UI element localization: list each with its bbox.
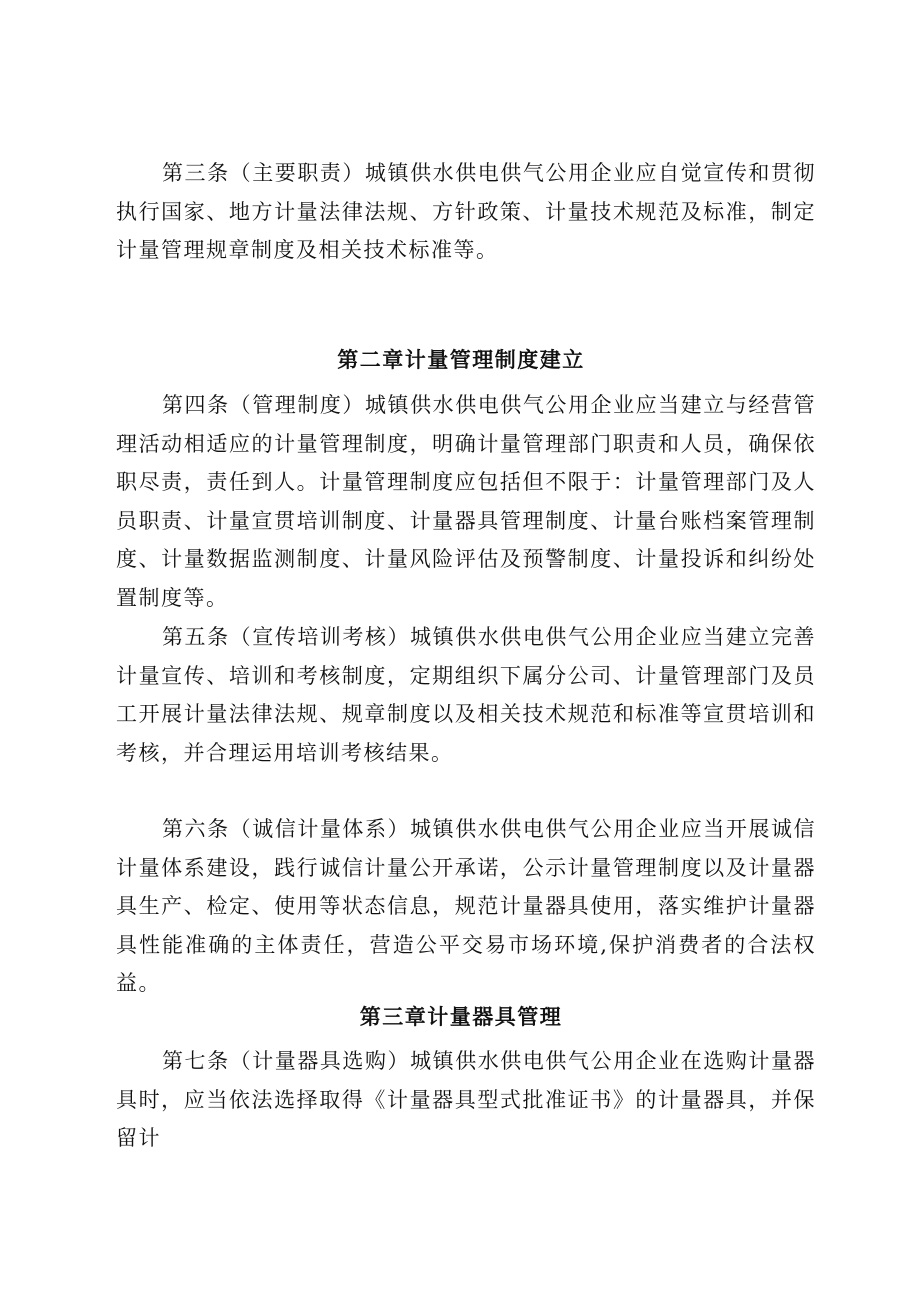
article-7-paragraph: 第七条（计量器具选购）城镇供水供电供气公用企业在选购计量器具时，应当依法选择取得《计量器具型式批准证书》的计量器具，并保留计 — [116, 1049, 816, 1151]
chapter-2-heading: 第二章计量管理制度建立 — [337, 347, 585, 372]
chapter-3-heading: 第三章计量器具管理 — [359, 1004, 563, 1029]
article-6-paragraph: 第六条（诚信计量体系）城镇供水供电供气公用企业应当开展诚信计量体系建设，践行诚信计量公开承诺，公示计量管理制度以及计量器具生产、检定、使用等状态信息，规范计量器具使用，落实维护计量器具性能准确的主体责任，营造公平交易市场环境,保护消费者的合法权益。 — [116, 817, 816, 996]
article-3-paragraph: 第三条（主要职责）城镇供水供电供气公用企业应自觉宣传和贯彻执行国家、地方计量法律法规、方针政策、计量技术规范及标准，制定计量管理规章制度及相关技术标准等。 — [116, 161, 816, 263]
article-5-paragraph: 第五条（宣传培训考核）城镇供水供电供气公用企业应当建立完善计量宣传、培训和考核制度，定期组织下属分公司、计量管理部门及员工开展计量法律法规、规章制度以及相关技术规范和标准等宣贯培训和考核，并合理运用培训考核结果。 — [116, 625, 816, 765]
article-4-paragraph: 第四条（管理制度）城镇供水供电供气公用企业应当建立与经营管理活动相适应的计量管理制度，明确计量管理部门职责和人员，确保依职尽责，责任到人。计量管理制度应包括但不限于：计量管理部门及人员职责、计量宣贯培训制度、计量器具管理制度、计量台账档案管理制度、计量数据监测制度、计量风险评估及预警制度、计量投诉和纠纷处置制度等。 — [116, 393, 816, 610]
